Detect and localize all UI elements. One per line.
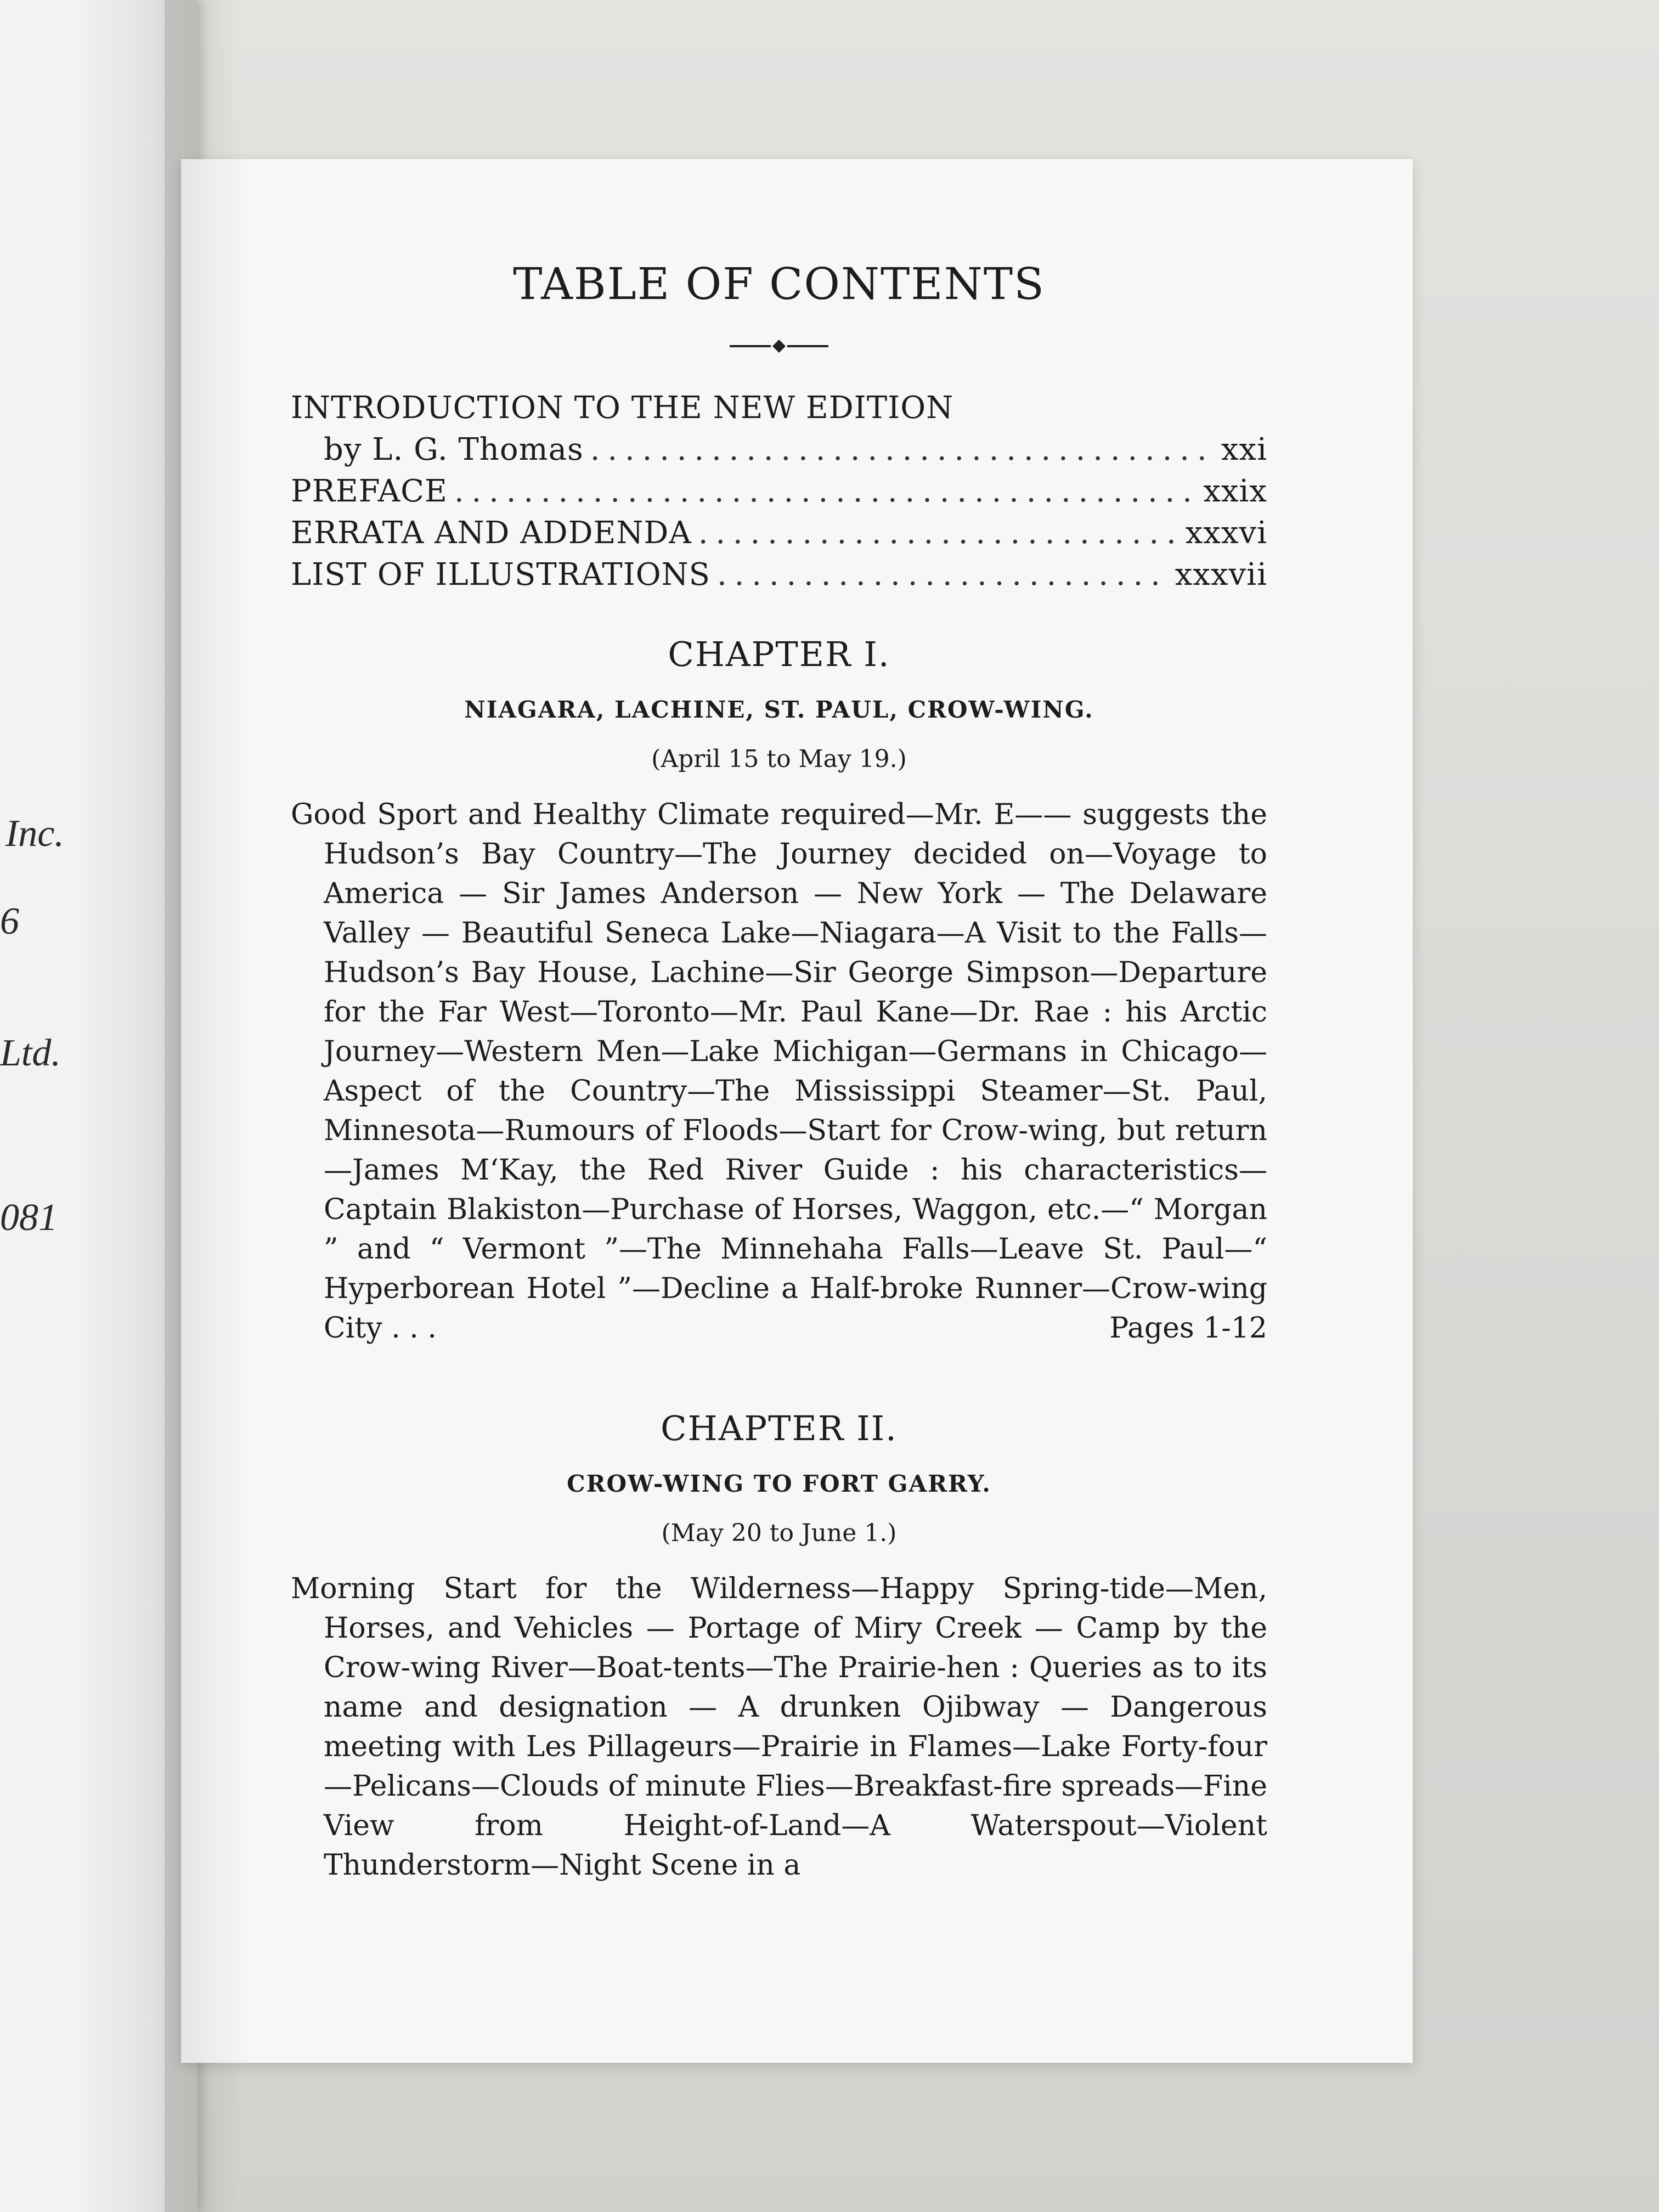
toc-entry-page: xxxvi (1185, 515, 1267, 551)
toc-entry-page: xxi (1221, 432, 1267, 467)
chapter-heading: CHAPTER I. (668, 634, 890, 674)
chapter-dates: (April 15 to May 19.) (651, 745, 907, 773)
page-shadow (181, 159, 252, 2063)
toc-entry-introduction (291, 387, 1267, 429)
toc-entry-illustrations (291, 554, 1267, 596)
toc-entry-page: xxxvii (1175, 557, 1267, 592)
chapter-page-range: Pages 1-12 (1109, 1312, 1267, 1345)
chapter-heading: CHAPTER II. (661, 1408, 898, 1448)
facing-page-text: Ltd. (0, 1032, 61, 1074)
ornament-divider-icon (724, 338, 834, 354)
chapter-synopsis-block (291, 795, 1267, 1348)
chapter-synopsis (291, 795, 1267, 1348)
chapter-synopsis-text: Morning Start for the Wilderness—Happy Spring-tide—Men, Horses, and Vehicles — Portage of Miry Creek — Camp by the Crow-wing River—Boat-tents—The Prairie-hen : Queries as to its name and designation — A drunken Ojibway — Dangerous meeting with Les Pillageurs—Prairie in Flames—Lake Forty-four—Pelicans—Clouds of minute Flies—Breakfast-fire spreads—Fine View from Height-of-Land—A Waterspout—Violent Thunderstorm—Night Scene in a (291, 1572, 1267, 1882)
facing-page-text: 081 (0, 1197, 58, 1239)
toc-entry-preface (291, 471, 1267, 512)
chapter-section (291, 1408, 1267, 1885)
toc-entry-label: ERRATA AND ADDENDA (291, 515, 692, 551)
chapter-subtitle: CROW-WING TO FORT GARRY. (567, 1470, 991, 1497)
contents-page (181, 159, 1413, 2063)
chapter-section (291, 634, 1267, 1348)
toc-entry-label: LIST OF ILLUSTRATIONS (291, 557, 711, 592)
toc-entry-label: by L. G. Thomas (324, 432, 584, 467)
toc-entry-errata (291, 512, 1267, 554)
facing-page-text: 6 (0, 900, 19, 943)
toc-entry-label: INTRODUCTION TO THE NEW EDITION (291, 390, 954, 426)
facing-page-text: Inc. (5, 812, 64, 855)
dot-leader (590, 429, 1215, 471)
toc-entry-page: xxix (1203, 473, 1267, 509)
dot-leader (454, 471, 1197, 512)
toc-entry-introduction-author (291, 429, 1267, 471)
dot-leader (717, 554, 1169, 596)
chapter-subtitle: NIAGARA, LACHINE, ST. PAUL, CROW-WING. (464, 696, 1094, 723)
chapter-dates: (May 20 to June 1.) (661, 1519, 897, 1547)
page-title: TABLE OF CONTENTS (513, 258, 1045, 309)
dot-leader (698, 512, 1179, 554)
chapter-synopsis-text: Good Sport and Healthy Climate required—Mr. E—— suggests the Hudson’s Bay Country—The Journey decided on—Voyage to America — Sir James Anderson — New York — The Delaware Valley — Beautiful Seneca Lake—Niagara—A Visit to the Falls—Hudson’s Bay House, Lachine—Sir George Simpson—Departure for the Far West—Toronto—Mr. Paul Kane—Dr. Rae : his Arctic Journey—Western Men—Lake Michigan—Germans in Chicago—Aspect of the Country—The Mississippi Steamer—St. Paul, Minnesota—Rumours of Floods—Start for Crow-wing, but return—James M‘Kay, the Red River Guide : his characteristics—Captain Blakiston—Purchase of Horses, Waggon, etc.—“ Morgan ” and “ Vermont ”—The Minnehaha Falls—Leave St. Paul—“ Hyperborean Hotel ”—Decline a Half-broke Runner—Crow-wing City . . . (291, 798, 1267, 1345)
toc-list (291, 387, 1267, 596)
toc-entry-label: PREFACE (291, 473, 448, 509)
page-content (291, 258, 1267, 1885)
chapter-synopsis (291, 1569, 1267, 1885)
